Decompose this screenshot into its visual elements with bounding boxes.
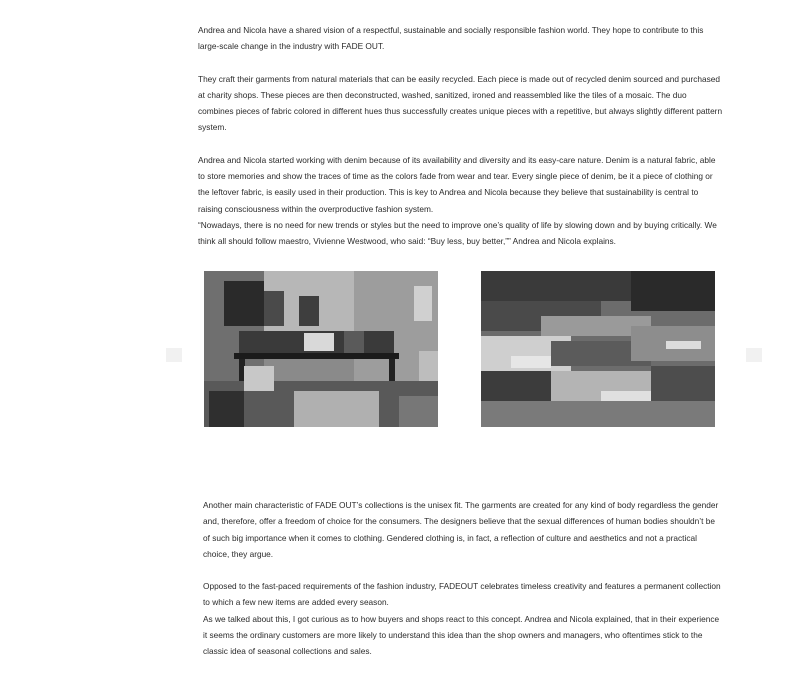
studio-workspace-photo[interactable] <box>204 271 438 427</box>
article-paragraph: Opposed to the fast-paced requirements of the fashion industry, FADEOUT celebrates timeless creativity and features a permanent collection to which a few new items are added every season. <box>203 581 721 608</box>
next-arrow-icon[interactable] <box>746 348 762 362</box>
article-top <box>198 22 723 250</box>
image-gallery <box>0 270 800 430</box>
article-paragraph: Andrea and Nicola started working with denim because of its availability and diversity and its easy-care nature. Denim is a natural fabric, able to store memories and show the traces of time as the colors fade from wear and tear. Every single piece of denim, be it a piece of clothing or the leftover fabric, is easily used in their production. This is key to Andrea and Nicola because they believe that sustainability is central to raising consciousness within the overproductive fashion system. <box>198 154 716 214</box>
article-paragraph: They craft their garments from natural materials that can be easily recycled. Each piece is made out of recycled denim sourced and purchased at charity shops. These pieces are then deconstructed, washed, sanitized, ironed and reassembled like the tiles of a mosaic. The duo combines pieces of fabric colored in different hues thus successfully creates unique pieces with a repetitive, but always slightly different pattern system. <box>198 73 723 133</box>
prev-arrow-icon[interactable] <box>166 348 182 362</box>
denim-pile-photo[interactable] <box>481 271 715 427</box>
article-paragraph: As we talked about this, I got curious as to how buyers and shops react to this concept. Andrea and Nicola explained, that in their experience it seems the ordinary customers are more likely to understand this idea than the shop owners and managers, who oftentimes stick to the classic idea of seasonal collections and sales. <box>203 613 720 657</box>
article-bottom <box>203 497 723 660</box>
article-paragraph: Andrea and Nicola have a shared vision of a respectful, sustainable and socially responsible fashion world. They hope to contribute to this large-scale change in the industry with FADE OUT. <box>198 25 704 52</box>
article-paragraph: Another main characteristic of FADE OUT’s collections is the unisex fit. The garments are created for any kind of body regardless the gender and, therefore, offer a freedom of choice for the consumers. The designers believe that the sexual differences of human bodies shouldn’t be of such big importance when it comes to clothing. Gendered clothing is, in fact, a reflection of culture and aesthetics and not a practical choice, they argue. <box>203 500 719 559</box>
article-quote: “Nowadays, there is no need for new trends or styles but the need to improve one’s quality of life by slowing down and by buying critically. We think all should follow maestro, Vivienne Westwood, who said: “Buy less, buy better,”” Andrea and Nicola explains. <box>198 219 717 247</box>
